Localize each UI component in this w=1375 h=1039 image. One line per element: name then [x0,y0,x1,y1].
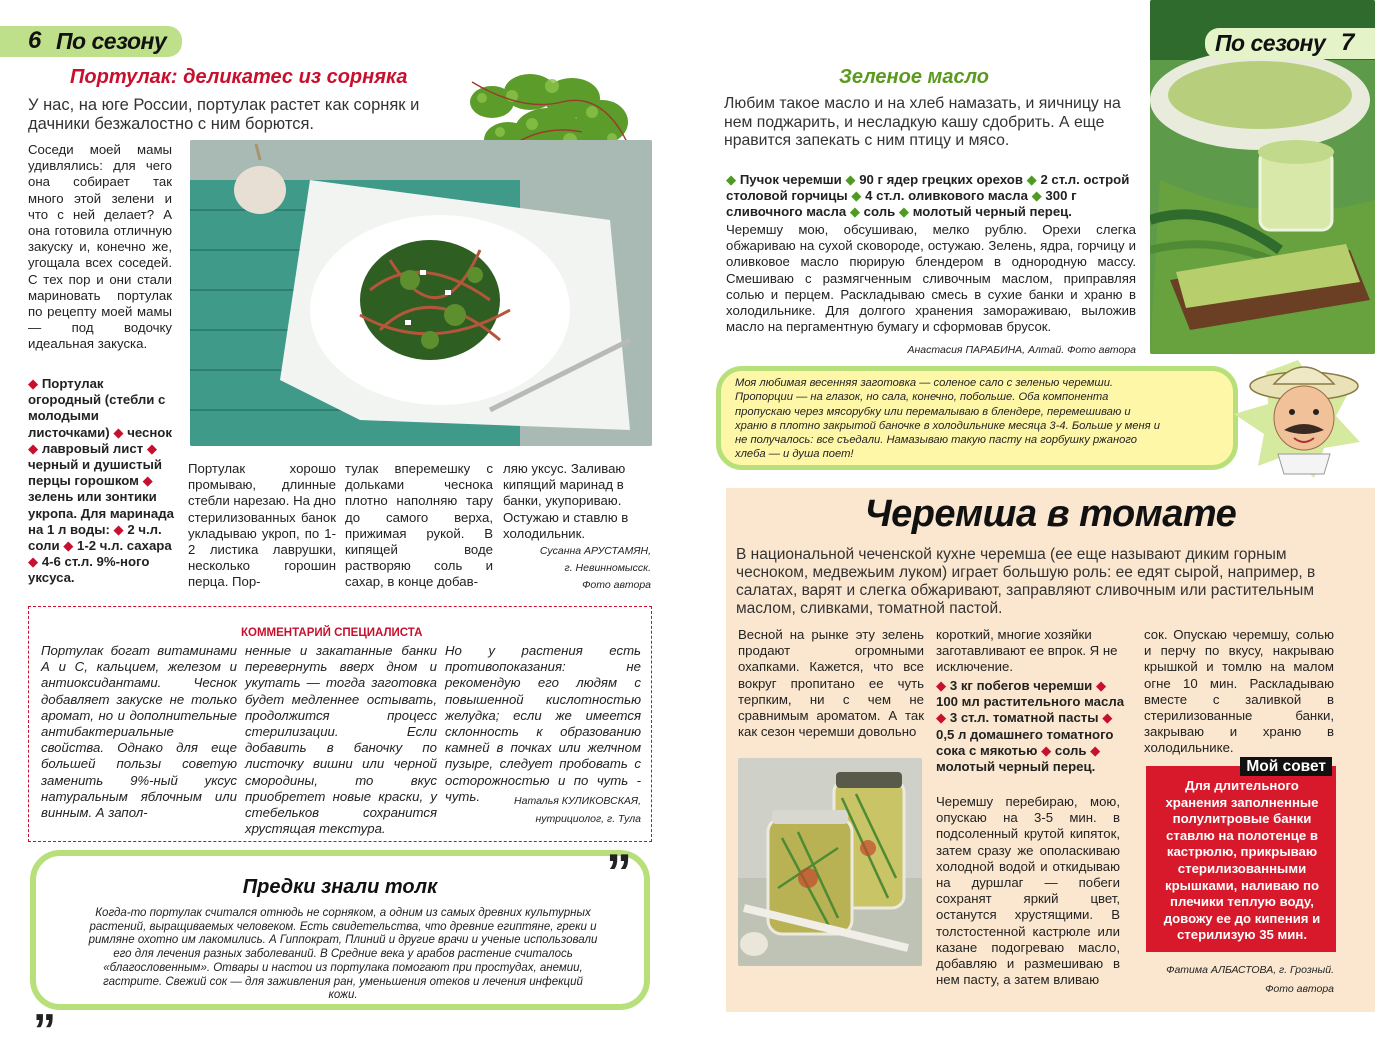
cheremsha-author: Фатима АЛБАСТОВА, г. Грозный. [1166,964,1334,976]
purslane-col2-text: Портулак хорошо промываю, длинные стебли нарезаю. На дно стерилизованных банок укладываю укроп, по 1-2 листика лаврушки, несколько горошин перца. Пор- [188,461,336,590]
ingredient: 300 г сливочного масла [726,188,1077,220]
ingredient: лавровый лист [41,440,144,456]
section-tag-right [1205,28,1375,59]
page-right [688,0,1375,1039]
article-lead-purslane: У нас, на юге России, портулак растет как сорняк и дачники безжалостно с ним борются. [28,96,420,133]
purslane-author-place: г. Невинномысск. [564,562,651,574]
ingredient: 1-2 ч.л. сахара [77,538,172,554]
ingredient: Портулак огородный (стебли с молодыми листочками) [28,376,166,440]
purslane-col4-text: ляю уксус. Заливаю кипящий маринад в банки, укупориваю. Остужаю и ставлю в холодильник. [503,461,629,541]
ingredient: соль [863,204,896,220]
ancestors-box [30,844,650,1010]
cheremsha-jars-photo [738,758,922,966]
cheremsha-lead: В национальной чеченской кухне черемша (ее еще называют диким горным чесноком, медвежьим луком) играет большую роль: ее едят сырой, например, в салатах, варят и слегка обжаривают, заправляют сливочным или растительным маслом, сливками, томатной пастой. [736,546,1316,617]
purslane-author: Сусанна АРУСТАМЯН, [539,545,651,557]
cheremsha-col1-text: Весной на рынке эту зелень продают огромными охапками. Кажется, что все вокруг пропитано ее чуть терпким, ни с чем не сравнимым ароматом. А так как сезон черемши довольно [738,627,924,740]
section-label: По сезону [1215,30,1326,56]
purslane-ingredients: ◆ Портулак огородный (стебли с молодыми листочками) ◆ чеснок ◆ лавровый лист ◆ черный и душистый перцы горошком ◆ зелень или зонтики укропа. Для маринада на 1 л воды: ◆ 2 ч.л. соли ◆ 1-2 ч.л. сахара ◆ 4-6 ст.л. 9%-ного уксуса. [28,376,174,586]
purslane-photo-credit: Фото автора [582,579,651,591]
cheremsha-col2-text: Черемшу перебираю, мою, опускаю на 3-5 мин. в подсоленный крутой кипяток, затем сразу же ополаскиваю холодной водой и откидываю на дуршлаг — побеги сохранят яркий цвет, останутся хрустящими. В толстостенной кастрюле или казане подогреваю масло, добавляю и размешиваю в нем пасту, а затем вливаю [936,794,1120,988]
ingredient: 100 мл растительного масла [936,694,1125,710]
quote-open-icon: „ [33,978,56,1030]
expert-role: нутрициолог, г. Тула [535,813,641,825]
article-title-green-butter: Зеленое масло [839,66,989,88]
ingredient: черный и душистый перцы горошком [28,457,162,489]
ingredient: соль [1054,742,1087,758]
expert-col3: Но у растения есть противопоказания: не рекомендую его людям с повышенной кислотностью желудка; если же имеется склонность к образованию камней в почках или желчном пузыре, следует пробовать с осторожностью и по чуть - чуть. [445,643,641,804]
ingredient: 90 г ядер грецких орехов [859,172,1023,187]
purslane-salad-photo [190,140,652,446]
ingredient: чеснок [127,424,172,440]
ingredient: зелень или зонтики укропа. [28,489,157,521]
quote-close-icon: ” [606,844,632,902]
ingredient: 2 ч.л. соли [28,521,162,554]
purslane-col1-text: Соседи моей мамы удивлялись: для чего она собирает так много этой зелени и что с ней делает? А она готовила отличную закуску и, конечно же, угощала всех соседей. С тех пор и они стали мариновать портулак по рецепту моей мамы — под водочку идеальная закуска. [28,142,172,352]
ingredient: 4 ст.л. оливкового масла [865,188,1028,204]
ingredient: 2 ст.л. острой столовой горчицы [726,172,1130,204]
chef-avatar [1228,356,1368,480]
page-number: 6 [28,27,42,54]
cheremsha-photo-credit: Фото автора [1265,983,1334,995]
green-butter-ingredients: ◆ Пучок черемши ◆ 90 г ядер грецких орехов ◆ 2 ст.л. острой столовой горчицы ◆ 4 ст.л. оливкового масла ◆ 300 г сливочного масла ◆ соль ◆ молотый черный перец. [726,172,1130,220]
ingredient: Пучок черемши [739,172,842,187]
tip-box [1146,758,1336,952]
ingredient: Для маринада на 1 л воды: [28,505,174,537]
expert-heading: КОММЕНТАРИЙ СПЕЦИАЛИСТА [241,627,423,639]
green-butter-author: Анастасия ПАРАБИНА, Алтай. Фото автора [907,344,1136,356]
green-butter-lead: Любим такое масло и на хлеб намазать, и яичницу на нем поджарить, и несладкую кашу сдобрить. А еще нравится запекать с ним птицу и мясо. [724,95,1121,149]
page-number: 7 [1341,29,1355,56]
speech-bubble [716,366,1238,470]
ingredient: 0,5 л домашнего томатного сока с мякотью [936,726,1114,758]
expert-col2: ненные и закатанные банки перевернуть вверх дном и укутать — тогда заготовка будет медленнее остывать, продолжится процесс стерилизации. Если добавить в баночку по листочку вишни или черной смородины, то вкус приобретет новые краски, у стебельков сохранится хрустящая текстура. [245,643,437,837]
ingredient: молотый черный перец. [936,759,1096,775]
cheremsha-col3-text: сок. Опускаю черемшу, солью и перчу по вкусу, накрываю крышкой и томлю на малом огне 10 мин. Раскладываю вместе с заливкой в стерилизованные банки, закрываю и храню в холодильнике. [1144,627,1334,756]
cheremsha-ingredients: ◆ 3 кг побегов черемши ◆ 100 мл растительного масла ◆ 3 ст.л. томатной пасты ◆ 0,5 л домашнего томатного сока с мякотью ◆ соль ◆ молотый черный перец. [936,678,1125,775]
ingredient: молотый черный перец. [912,204,1072,220]
ancestors-title: Предки знали толк [242,876,438,898]
article-title-purslane: Портулак: деликатес из сорняка [70,66,408,88]
ingredient: 3 ст.л. томатной пасты [949,710,1099,726]
green-butter-photo [1150,0,1375,354]
tip-label: Мой совет [1240,757,1332,776]
expert-comment-box [28,606,652,842]
green-butter-text: Черемшу мою, обсушиваю, мелко рублю. Орехи слегка обжариваю на сухой сковороде, остужаю. Зелень, ядра, горчицу и оливковое масло пюрирую блендером в однородную массу. Смешиваю с размягченным сливочным маслом, приправляя солью и перцем. Раскладываю смесь в сухие банки и храню в холодильнике. Для долгого хранения замораживаю, выложив масло на пергаментную бумагу и сформовав брусок. [726,222,1136,335]
article-title-cheremsha: Черемша в томате [864,493,1237,535]
expert-col1: Портулак богат витаминами А и С, кальцием, железом и антиоксидантами. Чеснок добавляет закуске не только аромат, но и дополнительные антибактериальные свойства. Однако для еще большей пользы советую заменить 9%-ный уксус натуральным яблочным или винным. А запол- [41,643,237,821]
ingredient: 3 кг побегов черемши [949,678,1093,693]
purslane-col3-text: тулак вперемешку с дольками чеснока плотно наполняю тару до самого верха, прижимая рукой. В кипящей воде растворяю соль и сахар, в конце добав- [345,461,493,590]
ingredient: 4-6 ст.л. 9%-ного уксуса. [28,554,150,586]
speech-text: Моя любимая весенняя заготовка — соленое сало с зеленью черемши. Пропорции — на глазок, но сала, конечно, побольше. Оба компонента пропускаю через мясорубку или перемалываю в блендере, перемешиваю и храню в плотно закрытой баночке в холодильнике месяца 3-4. Больше у меня и не получалось: все съедали. Намазываю такую пасту на горбушку ржаного хлеба — и душа поет! [735,377,1160,461]
section-tag-left [0,26,182,57]
tip-text: Для длительного хранения заполненные полулитровые банки ставлю на полотенце в кастрюлю, прикрываю стерилизованными крышками, наливаю по плечики теплую воду, довожу ее до кипения и стерилизую 35 мин. [1163,778,1321,943]
expert-author: Наталья КУЛИКОВСКАЯ, [514,795,641,807]
section-label: По сезону [56,28,167,54]
cheremsha-col2-top: короткий, многие хозяйки заготавливают ее впрок. Я не исключение. [936,627,1118,675]
ancestors-text: Когда-то портулак считался отнюдь не сорняком, а одним из самых древних культурных растений, выращиваемых человеком. Есть свидетельства, что древние египтяне, греки и римляне охотно им лакомились. А Гиппократ, Плиний и другие врачи и ученые использовали его для лечения разных заболеваний. В Средние века у арабов растение считалось «благословенным». Отвары и настои из портулака помогают при простудах, анемии, гастрите. Свежий сок — для заживления ран, уменьшения отеков и лечения инфекций кожи. [88,907,598,1002]
